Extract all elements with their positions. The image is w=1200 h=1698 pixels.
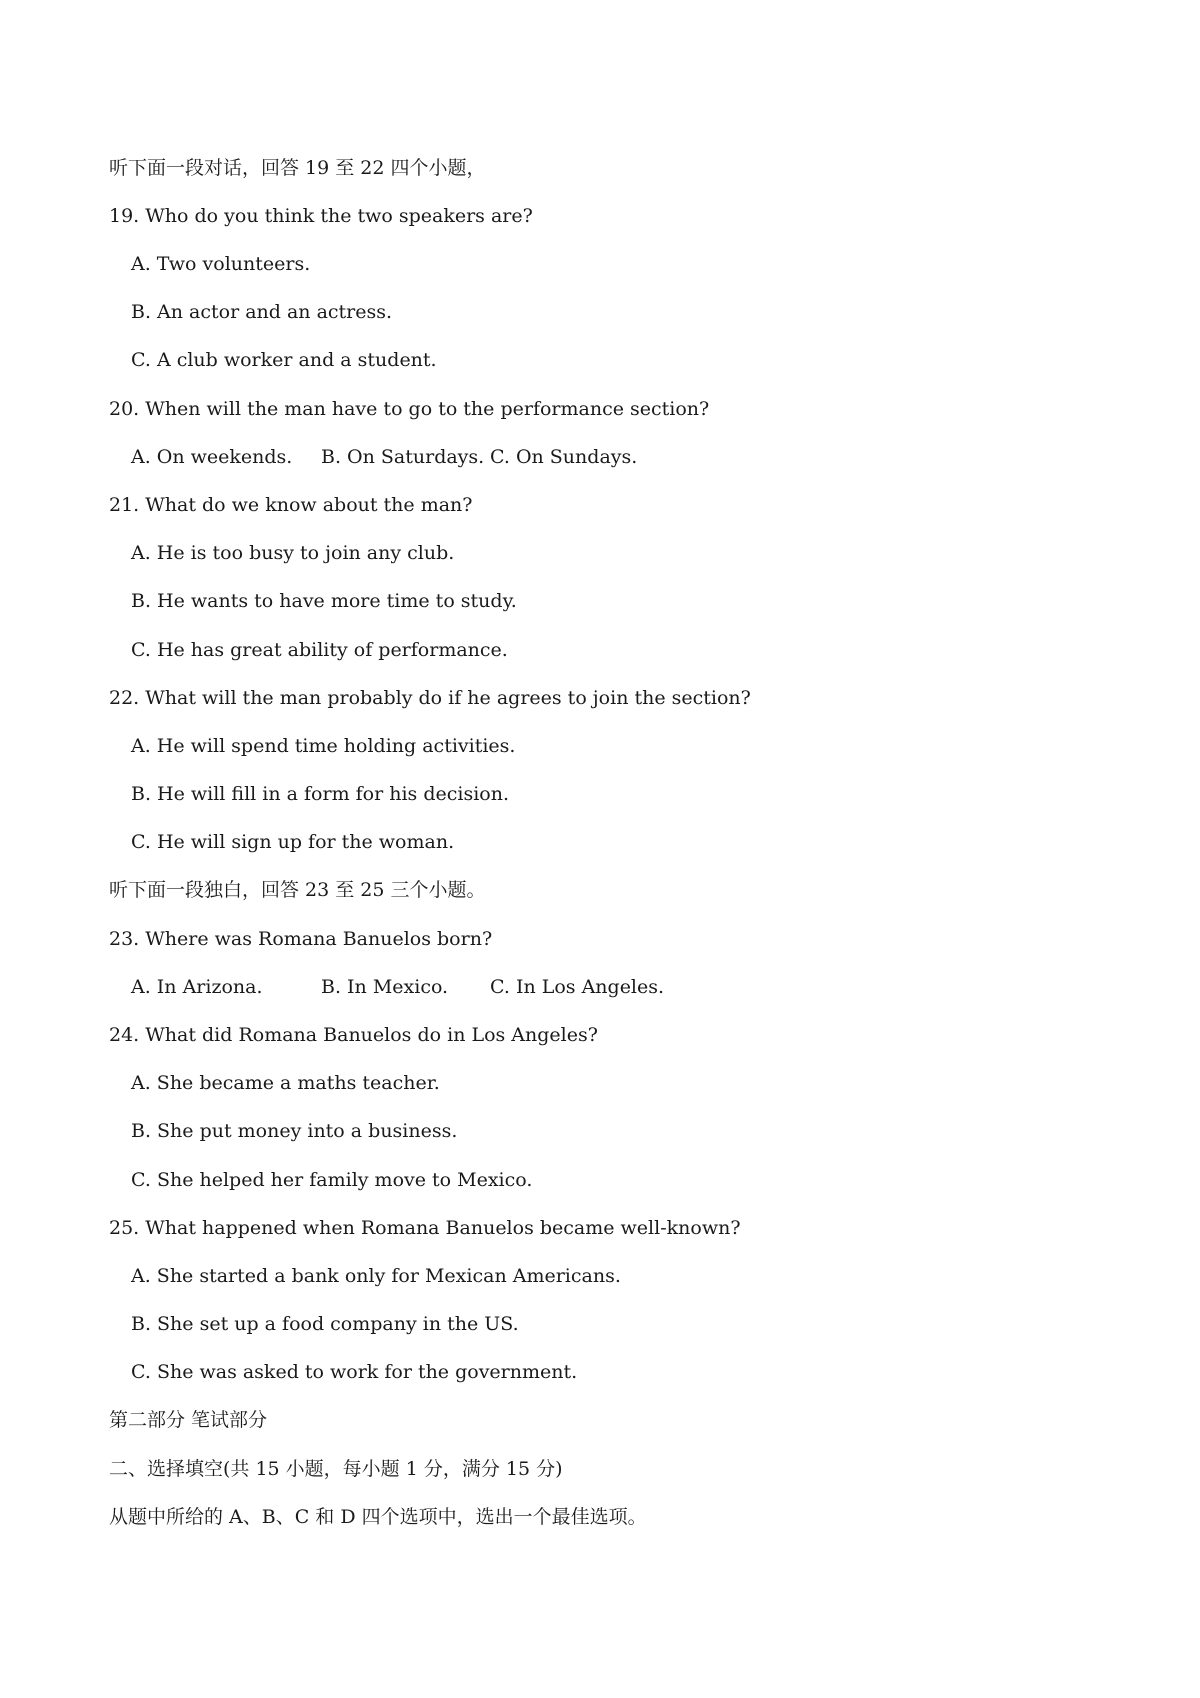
option-21-b: B. He wants to have more time to study. <box>131 590 517 612</box>
option-23-a: A. In Arizona. <box>131 976 263 998</box>
option-19-c: C. A club worker and a student. <box>131 349 437 371</box>
question-19: 19. Who do you think the two speakers are? <box>109 205 533 227</box>
section-two-instruction: 从题中所给的 A、B、C 和 D 四个选项中，选出一个最佳选项。 <box>109 1506 647 1528</box>
question-23: 23. Where was Romana Banuelos born? <box>109 928 493 950</box>
option-24-c: C. She helped her family move to Mexico. <box>131 1169 533 1191</box>
part-two-heading: 第二部分 笔试部分 <box>109 1409 268 1431</box>
section-instruction-dialogue: 听下面一段对话，回答 19 至 22 四个小题， <box>109 157 486 179</box>
option-25-c: C. She was asked to work for the government. <box>131 1361 578 1383</box>
question-24: 24. What did Romana Banuelos do in Los Angeles? <box>109 1024 598 1046</box>
question-21: 21. What do we know about the man? <box>109 494 473 516</box>
option-25-a: A. She started a bank only for Mexican Americans. <box>131 1265 621 1287</box>
option-21-c: C. He has great ability of performance. <box>131 639 508 661</box>
option-21-a: A. He is too busy to join any club. <box>131 542 455 564</box>
option-22-c: C. He will sign up for the woman. <box>131 831 455 853</box>
option-23-b: B. In Mexico. <box>321 976 449 998</box>
option-19-b: B. An actor and an actress. <box>131 301 393 323</box>
option-24-a: A. She became a maths teacher. <box>131 1072 440 1094</box>
option-20-b: B. On Saturdays. <box>321 446 485 468</box>
option-20-a: A. On weekends. <box>131 446 293 468</box>
option-23-c: C. In Los Angeles. <box>490 976 665 998</box>
option-19-a: A. Two volunteers. <box>131 253 311 275</box>
option-22-a: A. He will spend time holding activities. <box>131 735 516 757</box>
section-instruction-monologue: 听下面一段独白，回答 23 至 25 三个小题。 <box>109 879 486 901</box>
option-20-c: C. On Sundays. <box>490 446 638 468</box>
option-25-b: B. She set up a food company in the US. <box>131 1313 519 1335</box>
question-25: 25. What happened when Romana Banuelos became well-known? <box>109 1217 741 1239</box>
option-22-b: B. He will fill in a form for his decision. <box>131 783 509 805</box>
section-two-heading: 二、选择填空(共 15 小题，每小题 1 分，满分 15 分) <box>109 1458 563 1480</box>
option-24-b: B. She put money into a business. <box>131 1120 458 1142</box>
question-20: 20. When will the man have to go to the performance section? <box>109 398 710 420</box>
question-22: 22. What will the man probably do if he agrees to join the section? <box>109 687 751 709</box>
